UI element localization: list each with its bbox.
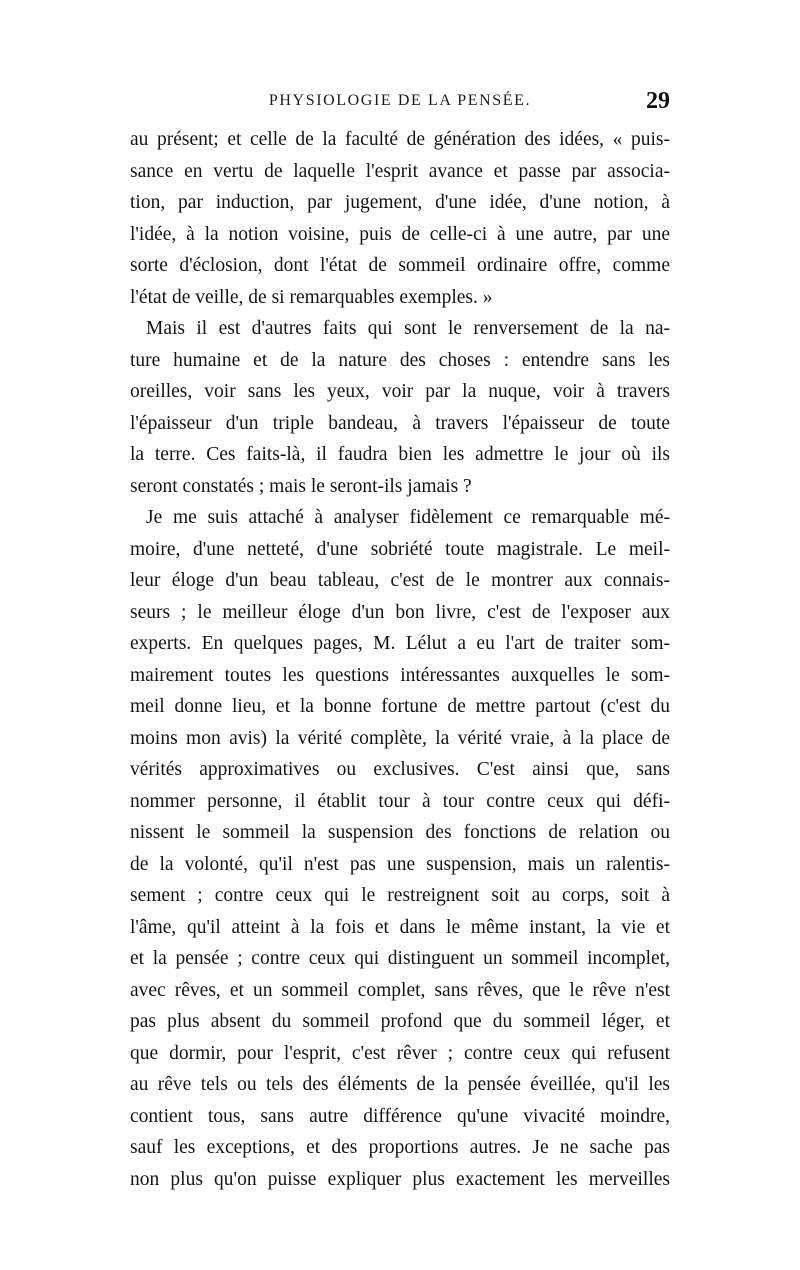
text-line: contient tous, sans autre différence qu'une vivacité moindre, bbox=[130, 1105, 670, 1127]
text-line: experts. En quelques pages, M. Lélut a eu l'art de traiter som- bbox=[130, 633, 670, 654]
text-line: nissent le sommeil la suspension des fonctions de relation ou bbox=[130, 822, 670, 843]
body-text bbox=[130, 124, 670, 1195]
text-line: avec rêves, et un sommeil complet, sans rêves, que le rêve n'est bbox=[130, 979, 670, 1001]
page-number: 29 bbox=[646, 88, 670, 114]
text-line: moire, d'une netteté, d'une sobriété toute magistrale. Le meil- bbox=[130, 538, 670, 560]
text-line: sement ; contre ceux qui le restreignent soit au corps, soit à bbox=[130, 885, 670, 906]
text-line: l'état de veille, de si remarquables exemples. » bbox=[130, 286, 493, 308]
text-line: au présent; et celle de la faculté de génération des idées, « puis- bbox=[130, 129, 670, 150]
text-line: ture humaine et de la nature des choses : entendre sans les bbox=[130, 349, 670, 371]
text-line: sauf les exceptions, et des proportions autres. Je ne sache pas bbox=[130, 1137, 670, 1158]
text-line: vérités approximatives ou exclusives. C'est ainsi que, sans bbox=[130, 759, 670, 780]
text-line: tion, par induction, par jugement, d'une idée, d'une notion, à bbox=[130, 192, 670, 213]
text-line: mairement toutes les questions intéressantes auxquelles le som- bbox=[130, 664, 670, 686]
running-title: PHYSIOLOGIE DE LA PENSÉE. bbox=[268, 92, 532, 109]
text-line: Je me suis attaché à analyser fidèlement ce remarquable mé- bbox=[146, 507, 670, 528]
text-line: pas plus absent du sommeil profond que du sommeil léger, et bbox=[130, 1011, 670, 1032]
text-line: et la pensée ; contre ceux qui distinguent un sommeil incomplet, bbox=[130, 948, 670, 969]
text-line: la terre. Ces faits-là, il faudra bien les admettre le jour où ils bbox=[130, 444, 670, 465]
text-line: seurs ; le meilleur éloge d'un bon livre, c'est de l'exposer aux bbox=[130, 601, 670, 623]
text-line: oreilles, voir sans les yeux, voir par la nuque, voir à travers bbox=[130, 381, 670, 402]
text-line: meil donne lieu, et la bonne fortune de mettre partout (c'est du bbox=[130, 696, 670, 717]
text-line: l'idée, à la notion voisine, puis de celle-ci à une autre, par une bbox=[130, 223, 670, 245]
text-line: que dormir, pour l'esprit, c'est rêver ; contre ceux qui refusent bbox=[130, 1042, 670, 1064]
text-line: seront constatés ; mais le seront-ils jamais ? bbox=[130, 475, 472, 497]
text-line: nommer personne, il établit tour à tour contre ceux qui défi- bbox=[130, 790, 670, 812]
text-line: au rêve tels ou tels des éléments de la pensée éveillée, qu'il les bbox=[130, 1074, 670, 1095]
text-line: moins mon avis) la vérité complète, la vérité vraie, à la place de bbox=[130, 727, 670, 749]
text-line: sance en vertu de laquelle l'esprit avance et passe par associa- bbox=[130, 160, 670, 182]
text-line: Mais il est d'autres faits qui sont le renversement de la na- bbox=[146, 318, 670, 339]
text-line: l'âme, qu'il atteint à la fois et dans le même instant, la vie et bbox=[130, 916, 670, 938]
text-line: leur éloge d'un beau tableau, c'est de le montrer aux connais- bbox=[130, 570, 670, 591]
running-header bbox=[130, 88, 670, 118]
text-line: l'épaisseur d'un triple bandeau, à travers l'épaisseur de toute bbox=[130, 412, 670, 434]
text-line: non plus qu'on puisse expliquer plus exactement les merveilles bbox=[130, 1168, 670, 1190]
text-line: sorte d'éclosion, dont l'état de sommeil ordinaire offre, comme bbox=[130, 255, 670, 276]
text-line: de la volonté, qu'il n'est pas une suspension, mais un ralentis- bbox=[130, 853, 670, 875]
